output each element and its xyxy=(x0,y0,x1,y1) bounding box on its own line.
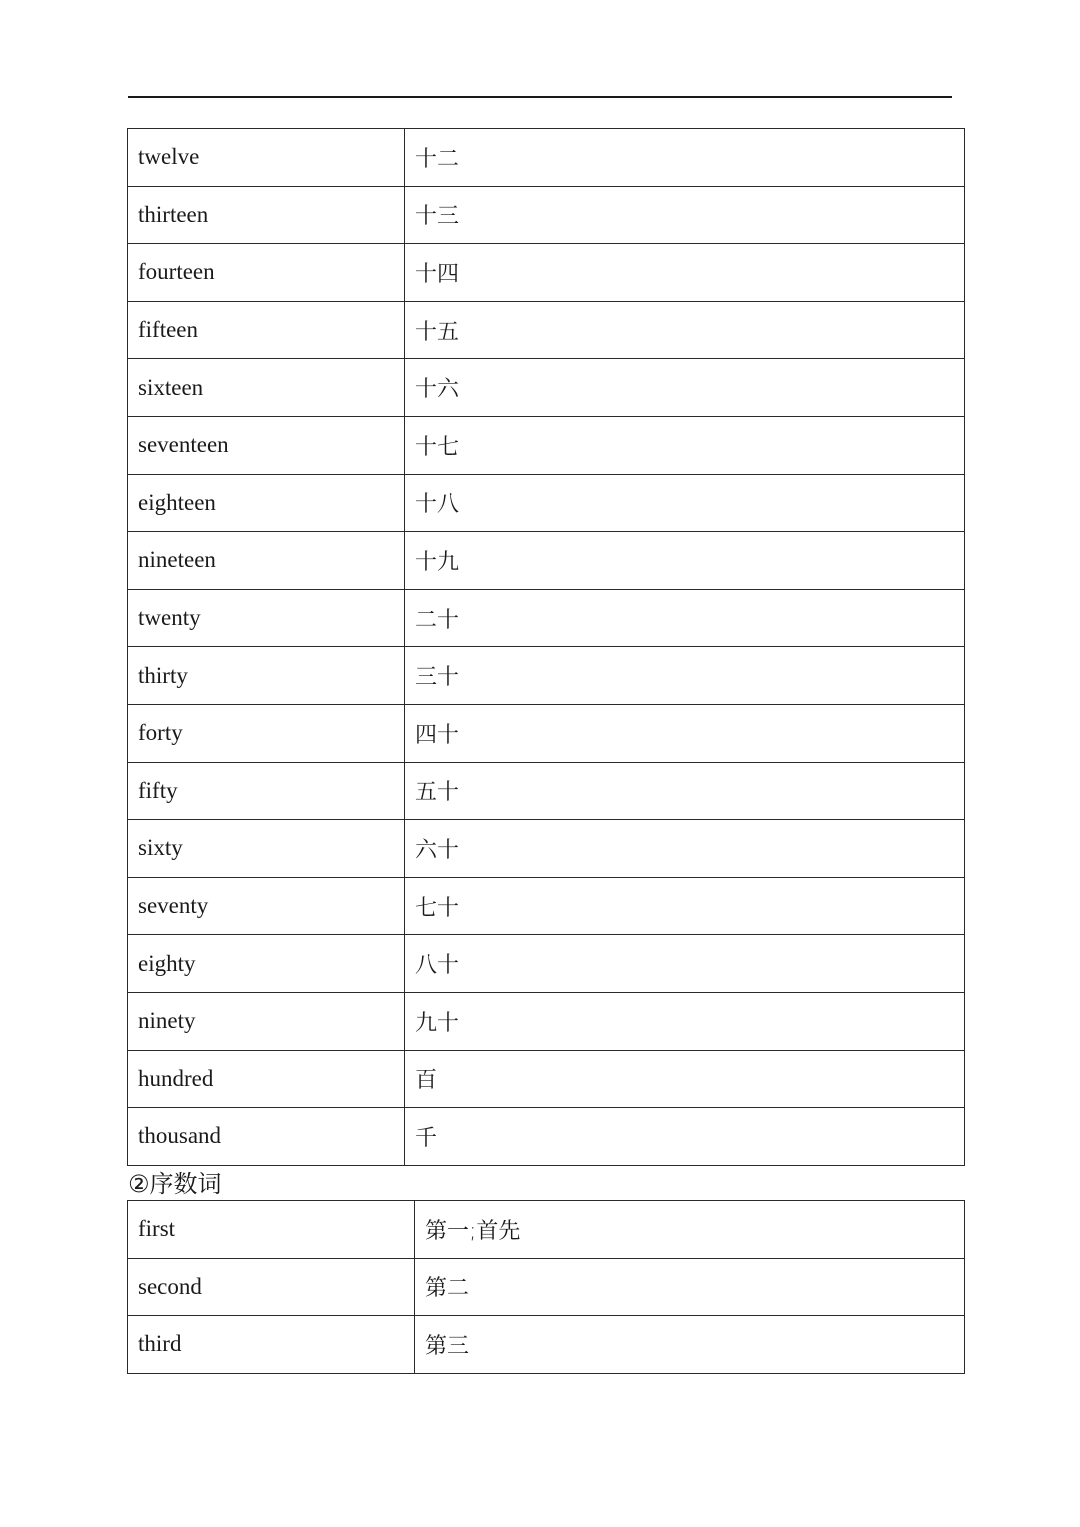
english-word: first xyxy=(128,1201,415,1259)
table-row xyxy=(128,1316,965,1374)
chinese-meaning: 十四 xyxy=(405,244,965,302)
table-row xyxy=(128,1201,965,1259)
chinese-meaning: 八十 xyxy=(405,935,965,993)
english-word: third xyxy=(128,1316,415,1374)
english-word: thirty xyxy=(128,647,405,705)
table-row xyxy=(128,647,965,705)
chinese-meaning: 十五 xyxy=(405,301,965,359)
english-word: thirteen xyxy=(128,186,405,244)
table-row xyxy=(128,186,965,244)
english-word: seventy xyxy=(128,877,405,935)
chinese-meaning: 十七 xyxy=(405,416,965,474)
chinese-meaning: 第三 xyxy=(415,1316,965,1374)
chinese-meaning: 九十 xyxy=(405,992,965,1050)
english-word: hundred xyxy=(128,1050,405,1108)
header-rule xyxy=(128,96,952,98)
table-row xyxy=(128,935,965,993)
chinese-meaning: 第一;首先 xyxy=(415,1201,965,1259)
english-word: thousand xyxy=(128,1108,405,1166)
table-row xyxy=(128,532,965,590)
chinese-meaning: 五十 xyxy=(405,762,965,820)
chinese-meaning: 十六 xyxy=(405,359,965,417)
table-row xyxy=(128,1108,965,1166)
table-row xyxy=(128,589,965,647)
ordinal-section-heading: ②序数词 xyxy=(128,1170,222,1198)
english-word: seventeen xyxy=(128,416,405,474)
english-word: fourteen xyxy=(128,244,405,302)
english-word: second xyxy=(128,1258,415,1316)
chinese-meaning: 六十 xyxy=(405,820,965,878)
chinese-meaning: 十二 xyxy=(405,129,965,187)
english-word: twelve xyxy=(128,129,405,187)
english-word: sixteen xyxy=(128,359,405,417)
table-row xyxy=(128,474,965,532)
chinese-meaning: 七十 xyxy=(405,877,965,935)
table-row xyxy=(128,1258,965,1316)
english-word: eighteen xyxy=(128,474,405,532)
table-row xyxy=(128,416,965,474)
chinese-meaning: 二十 xyxy=(405,589,965,647)
table-row xyxy=(128,244,965,302)
english-word: ninety xyxy=(128,992,405,1050)
table-row xyxy=(128,1050,965,1108)
table-row xyxy=(128,762,965,820)
chinese-meaning: 十九 xyxy=(405,532,965,590)
english-word: fifty xyxy=(128,762,405,820)
chinese-meaning: 百 xyxy=(405,1050,965,1108)
chinese-meaning: 第二 xyxy=(415,1258,965,1316)
table-row xyxy=(128,129,965,187)
english-word: eighty xyxy=(128,935,405,993)
table-row xyxy=(128,359,965,417)
chinese-meaning: 四十 xyxy=(405,704,965,762)
table-row xyxy=(128,820,965,878)
table-row xyxy=(128,877,965,935)
cardinal-numbers-table xyxy=(127,128,965,1166)
chinese-meaning: 十八 xyxy=(405,474,965,532)
english-word: forty xyxy=(128,704,405,762)
english-word: fifteen xyxy=(128,301,405,359)
table-row xyxy=(128,301,965,359)
chinese-meaning: 三十 xyxy=(405,647,965,705)
table-row xyxy=(128,704,965,762)
chinese-meaning: 十三 xyxy=(405,186,965,244)
english-word: twenty xyxy=(128,589,405,647)
ordinal-numbers-table xyxy=(127,1200,965,1374)
table-row xyxy=(128,992,965,1050)
english-word: sixty xyxy=(128,820,405,878)
chinese-meaning: 千 xyxy=(405,1108,965,1166)
english-word: nineteen xyxy=(128,532,405,590)
